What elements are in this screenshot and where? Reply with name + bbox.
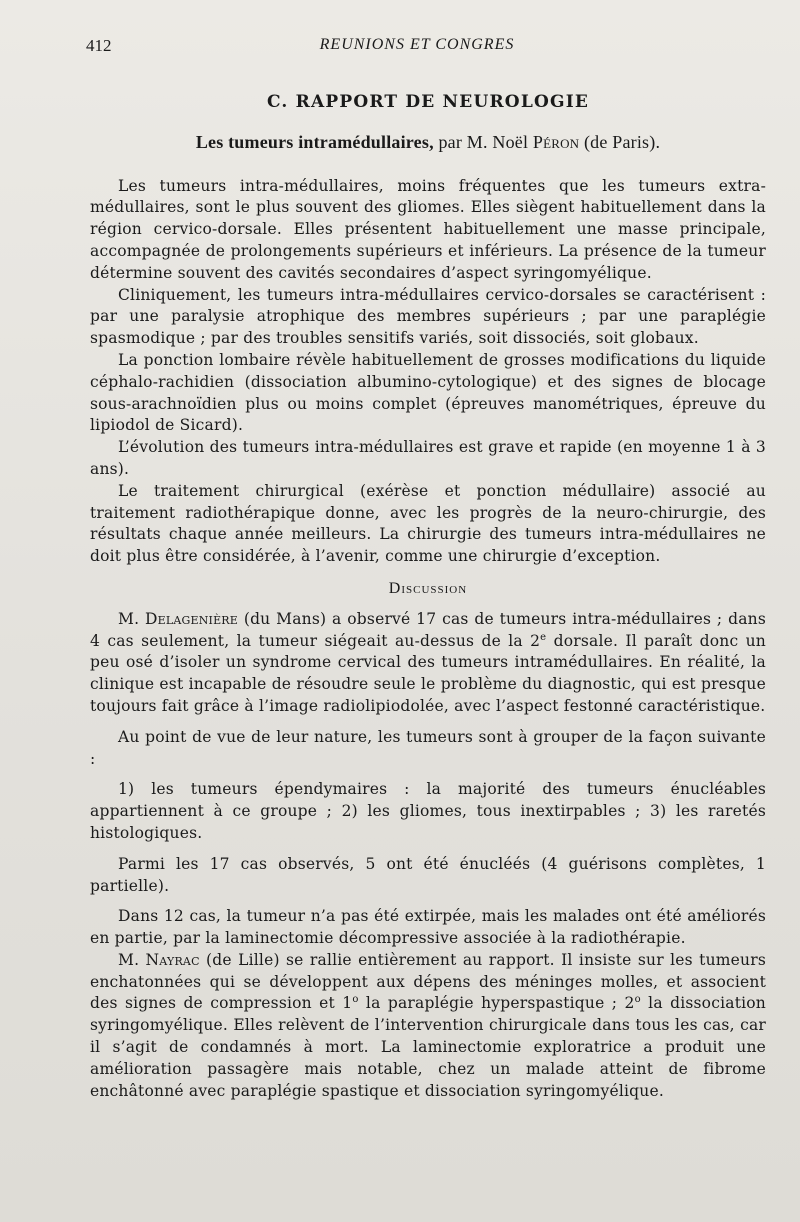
report-paragraph: L’évolution des tumeurs intra-médullaires est grave et rapide (en moyenne 1 à 3 ans).	[90, 438, 766, 478]
author-first-name: Noël	[492, 131, 533, 152]
author-origin: (de Paris).	[579, 131, 661, 152]
running-header	[86, 36, 748, 58]
article-body	[90, 88, 766, 1102]
report-paragraph: Le traitement chirurgical (exérèse et ponction médullaire) associé au traitement radiothérapique donne, avec les progrès de la neuro-chirurgie, des résultats chaque année meilleurs. La chirurgie des tumeurs intra-médullaires ne doit plus être considérée, à l’avenir, comme une chirurgie d’exception.	[90, 481, 766, 566]
discussion-paragraph: Dans 12 cas, la tumeur n’a pas été extirpée, mais les malades ont été améliorés en partie, par la laminectomie décompressive associée à la radiothérapie.	[90, 907, 766, 948]
discussion-text: dorsale. Il paraît donc un peu osé d’isoler un syndrome cervical des tumeurs intramédullaires. En réalité, la clinique est incapable de résoudre seule le problème du diagnostic, qui est presque toujours fait grâce à l’image radiolipiodolée, avec l’aspect festonné caractéristique.	[90, 631, 766, 715]
discussion-text: la dissociation syringomyélique. Elles relèvent de l’intervention chirurgicale dans tous les cas, car il s’agit de condamnés à mort. La laminectomie exploratrice a produit une amélioration passagère mais notable, chez un malade atteint de fibrome enchâtonné avec paraplégie spastique et dissociation syringomyélique.	[90, 994, 766, 1100]
journal-title: REUNIONS ET CONGRES	[319, 36, 515, 53]
discussion-paragraph: 1) les tumeurs épendymaires : la majorité des tumeurs énucléables appartiennent à ce groupe ; 2) les gliomes, tous inextirpables ; 3) les raretés histologiques.	[90, 780, 766, 842]
superscript: o	[352, 994, 359, 1006]
author-last-name: Péron	[532, 131, 580, 152]
speaker-name: M. Delagenière	[118, 609, 239, 628]
report-paragraph: Cliniquement, les tumeurs intra-médullaires cervico-dorsales se caractérisent : par une paralysie atrophique des membres supérieurs ; par une paraplégie spasmodique ; par des troubles sensitifs variés, soit dissociés, soit globaux.	[90, 285, 766, 348]
speaker-name: M. Nayrac	[118, 950, 200, 969]
superscript: o	[634, 994, 641, 1006]
report-paragraph: Les tumeurs intra-médullaires, moins fréquentes que les tumeurs extra-médullaires, sont le plus souvent des gliomes. Elles siègent habituellement dans la région cervico-dorsale. Elles présentent habituellement une masse principale, accompagnée de prolongements supérieurs et inférieurs. La présence de la tumeur détermine souvent des cavités secondaires d’aspect syringomyélique.	[90, 176, 766, 282]
report-paragraph: La ponction lombaire révèle habituellement de grosses modifications du liquide céphalo-rachidien (dissociation albumino-cytologique) et des signes de blocage sous-arachnoïdien plus ou moins complet (épreuves manométriques, épreuve du lipiodol de Sicard).	[90, 350, 766, 435]
discussion-paragraph	[90, 609, 766, 718]
discussion-text: (de Lille) se rallie entièrement au rapport. Il insiste sur les tumeurs enchatonnées qui se développent aux dépens des méninges molles, et associent des signes de compression et 1	[90, 950, 766, 1013]
discussion-paragraph: Parmi les 17 cas observés, 5 ont été énucléés (4 guérisons complètes, 1 partielle).	[90, 854, 766, 895]
discussion-paragraph	[90, 950, 766, 1103]
article-title-text: Les tumeurs intramédullaires,	[195, 131, 434, 152]
section-title: C. RAPPORT DE NEUROLOGIE	[266, 92, 590, 112]
discussion-paragraph: Au point de vue de leur nature, les tumeurs sont à grouper de la façon suivante :	[90, 727, 766, 768]
discussion-heading: Discussion	[388, 579, 468, 597]
superscript: e	[540, 631, 547, 643]
discussion-text: la paraplégie hyperspastique ; 2	[358, 994, 635, 1013]
page-number: 412	[86, 36, 112, 55]
article-title	[90, 132, 766, 154]
article-by: par M.	[433, 131, 493, 152]
discussion-text: (du Mans) a observé 17 cas de tumeurs intra-médullaires ; dans 4 cas seulement, la tumeur siégeait au-dessus de la 2	[90, 609, 767, 650]
